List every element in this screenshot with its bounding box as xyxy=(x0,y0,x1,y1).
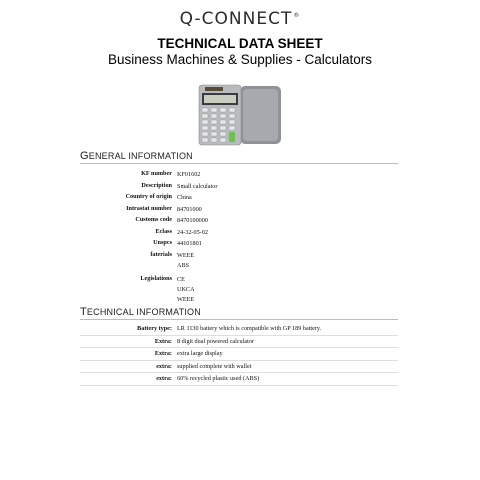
section-heading-technical: TECHNICAL INFORMATION xyxy=(80,306,398,320)
general-row: faterials WEEE ABS xyxy=(150,250,195,269)
technical-info-list xyxy=(80,323,398,386)
general-row: Country of origin China xyxy=(125,193,192,201)
general-info-list xyxy=(80,170,398,305)
general-row: Unspcs 44101801 xyxy=(153,239,202,247)
technical-row: extra: 60% recycled plastic used (ABS) xyxy=(80,373,398,386)
brand-logo xyxy=(0,9,480,29)
page-subtitle: Business Machines & Supplies - Calculators xyxy=(107,52,373,67)
calculator-green-key xyxy=(229,132,235,142)
section-heading-general: GENERAL INFORMATION xyxy=(80,150,398,164)
general-row: Legislations CE UKCA WEEE xyxy=(140,274,195,303)
calculator-display xyxy=(204,95,236,103)
general-row: Intrastat number 84701000 xyxy=(126,204,202,213)
technical-row: Extra: 8 digit dual powered calculator xyxy=(80,336,398,349)
product-image-calculator xyxy=(196,84,284,146)
general-row: Description Small calculator xyxy=(141,181,218,190)
technical-row: Battery type: LR 1130 battery which is compatible with GP 189 battery. xyxy=(80,323,398,336)
general-row: KF number KF01602 xyxy=(141,170,201,178)
technical-row: Extra: extra large display xyxy=(80,348,398,361)
page-title: TECHNICAL DATA SHEET xyxy=(157,36,323,51)
brand-mark: ® xyxy=(293,12,301,20)
technical-row: extra: supplied complete with wallet xyxy=(80,361,398,374)
general-row: Eclass 24-32-05-02 xyxy=(155,227,208,236)
brand-name: Q-CONNECT xyxy=(179,9,293,29)
general-row: Customs code 8470100000 xyxy=(135,216,208,224)
